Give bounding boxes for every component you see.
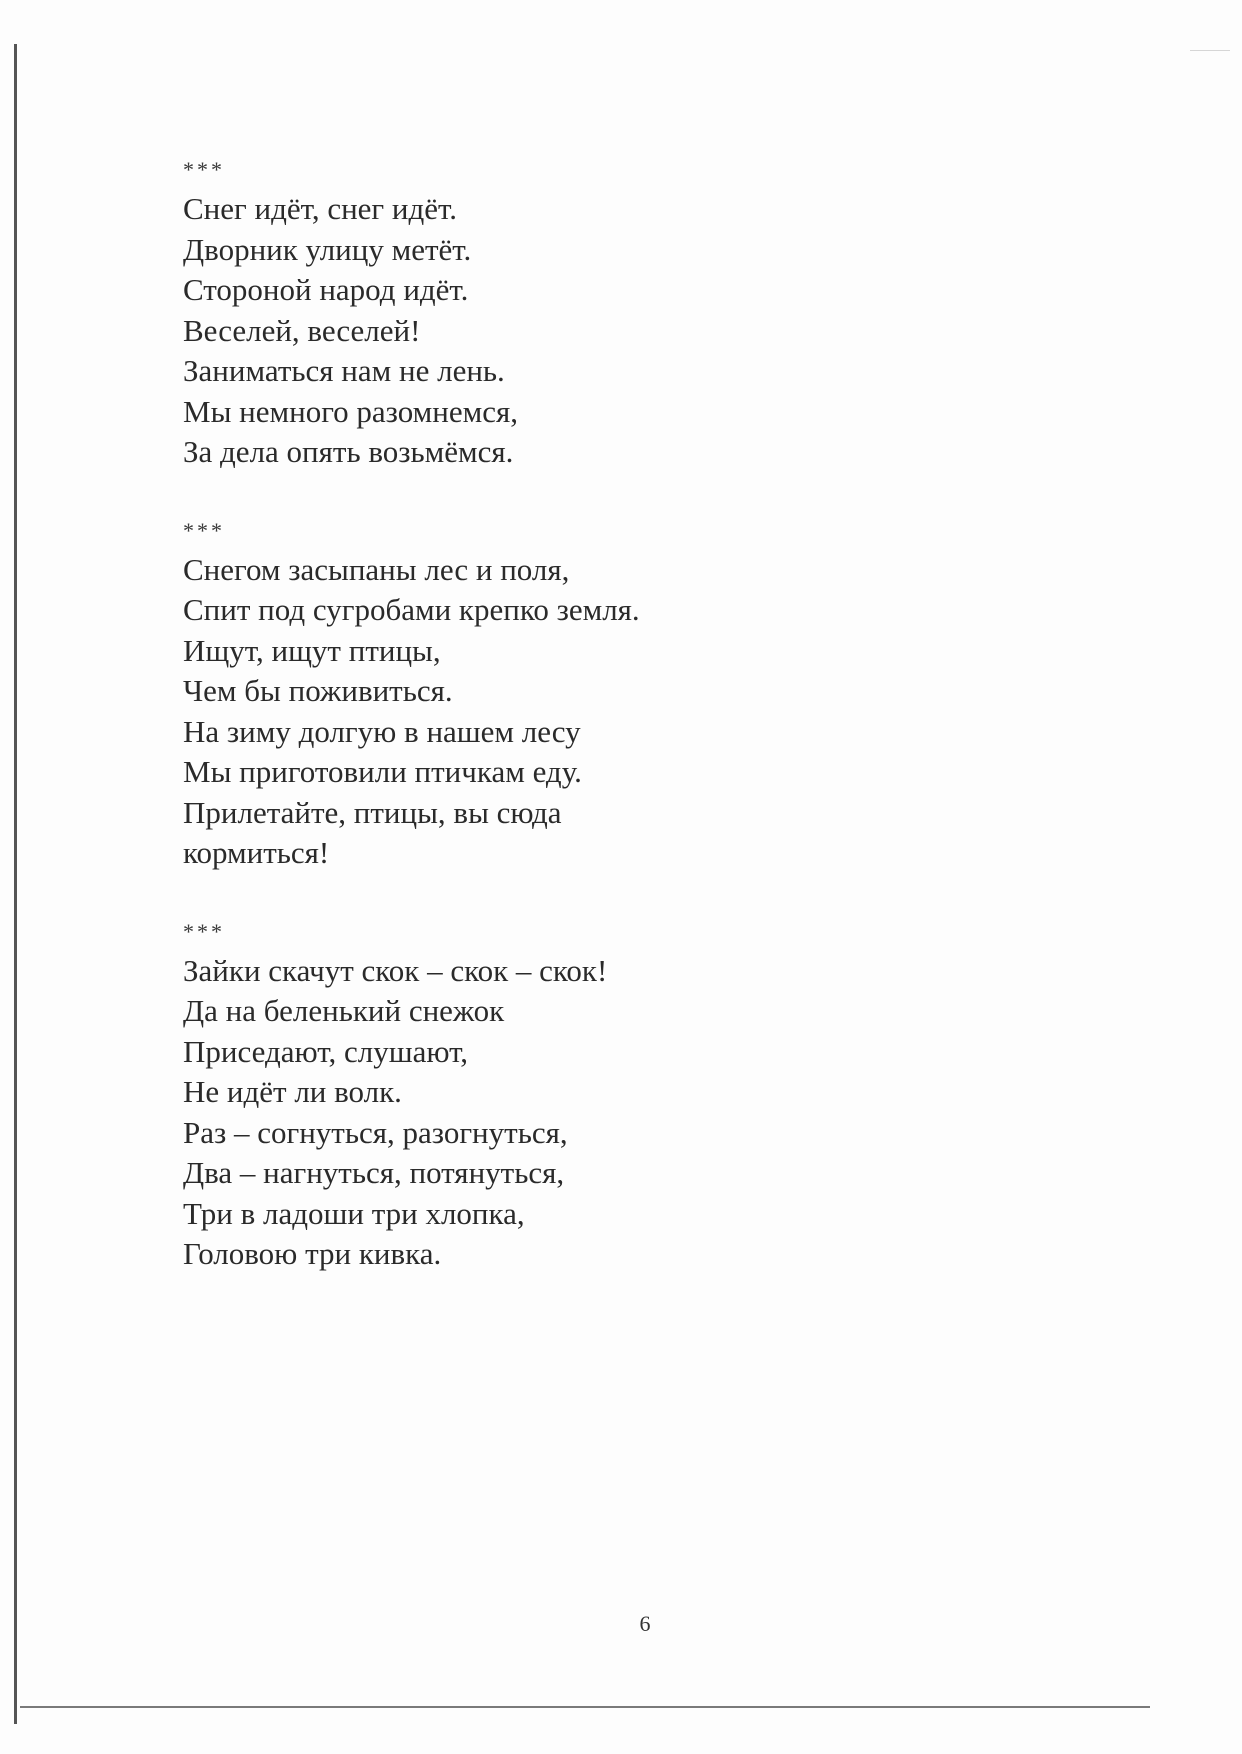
poem-line: Мы приготовили птичкам еду.: [183, 754, 582, 789]
poem-line: На зиму долгую в нашем лесу: [183, 713, 581, 749]
poem-line: Три в ладоши три хлопка,: [183, 1195, 525, 1231]
page-number: 6: [639, 1611, 651, 1636]
poems-block: [183, 155, 1083, 1318]
poem-line: За дела опять возьмёмся.: [183, 434, 514, 469]
poem-line: Зайки скачут скок – скок – скок!: [183, 952, 608, 988]
stanza-separator: ***: [183, 918, 225, 944]
poem-line: Два – нагнуться, потянуться,: [183, 1155, 565, 1190]
poem-line: Раз – согнуться, разогнуться,: [183, 1114, 568, 1150]
poem-line: Ищут, ищут птицы,: [183, 632, 441, 668]
poem-line: Головою три кивка.: [183, 1236, 442, 1271]
poem-line: Мы немного разомнемся,: [183, 393, 518, 429]
stanza-separator: ***: [183, 157, 225, 182]
page-bottom-edge: [20, 1706, 1150, 1708]
poem-line: Веселей, веселей!: [183, 312, 421, 348]
page-left-edge: [14, 44, 17, 1724]
poem-line: Прилетайте, птицы, вы сюда: [183, 794, 562, 830]
poem-line: Приседают, слушают,: [183, 1033, 469, 1069]
stanza-separator: ***: [183, 517, 225, 543]
poem-line: Не идёт ли волк.: [183, 1074, 402, 1109]
poem-3: [183, 917, 1083, 1275]
poem-line: Да на беленький снежок: [183, 993, 505, 1028]
poem-line: Снегом засыпаны лес и поля,: [183, 551, 570, 587]
poem-2: [183, 516, 1083, 874]
poem-line: Снег идёт, снег идёт.: [183, 191, 457, 226]
poem-line: Дворник улицу метёт.: [183, 231, 472, 267]
poem-line: Чем бы поживиться.: [183, 673, 453, 708]
scan-mark: [1190, 50, 1230, 51]
poem-line: кормиться!: [183, 835, 330, 870]
poem-line: Стороной народ идёт.: [183, 272, 469, 307]
poem-1: [183, 155, 1083, 473]
poem-line: Спит под сугробами крепко земля.: [183, 592, 640, 627]
poem-line: Заниматься нам не лень.: [183, 353, 505, 388]
